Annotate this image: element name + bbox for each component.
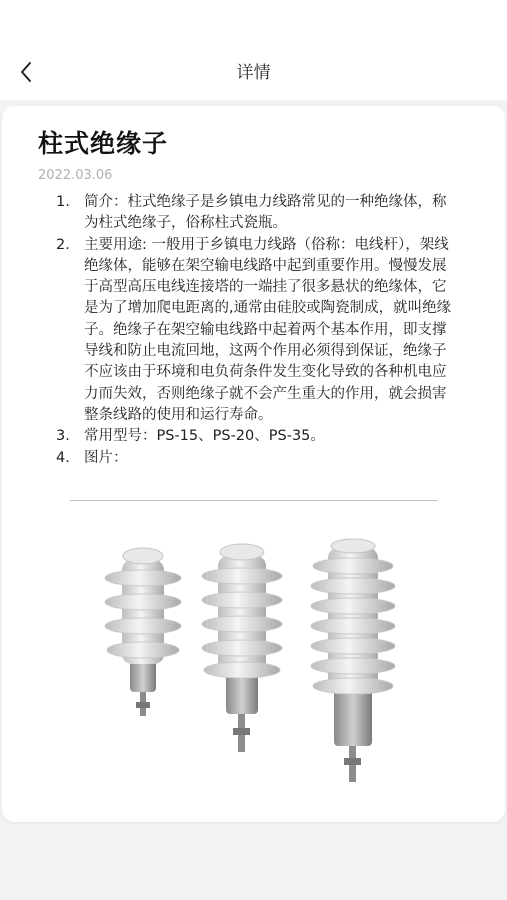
insulator-photo [96,538,414,788]
list-number: 1. [56,194,70,210]
article-date: 2022.03.06 [38,168,113,183]
article-title: 柱式绝缘子 [38,129,169,158]
list-text: 主要用途: 一般用于乡镇电力线路（俗称：电线杆），架线绝缘体，能够在架空输电线路中起到重要作用。慢慢发展于高型高压电线连接塔的一端挂了很多悬状的绝缘体，它是为了增加爬电距离的,通常由硅胶或陶瓷制成，就叫绝缘子。绝缘子在架空输电线路中起着两个基本作用，即支撑导线和防止电流回地，这两个作用必须得到保证，绝缘子不应该由于环境和电负荷条件发生变化导致的各种机电应力而失效，否则绝缘子就不会产生重大的作用，就会损害整条线路的使用和运行寿命。 [84,236,452,423]
page-title: 详情 [236,63,271,83]
list-number: 2. [56,236,70,253]
list-number: 3. [56,428,70,445]
divider [70,500,438,501]
list-item [56,426,452,447]
list-item [56,192,452,235]
article-content [56,192,452,469]
list-number: 4. [56,449,70,466]
insulator-large [311,539,395,782]
top-bar [0,0,507,100]
insulator-medium [202,544,282,752]
list-text: 常用型号：PS-15、PS-20、PS-35。 [84,428,325,445]
insulator-small [105,548,181,716]
list-item [56,448,452,469]
list-text: 图片： [84,449,128,466]
list-text: 简介：柱式绝缘子是乡镇电力线路常见的一种绝缘体，称为柱式绝缘子，俗称柱式瓷瓶。 [84,194,447,232]
list-item [56,235,452,427]
